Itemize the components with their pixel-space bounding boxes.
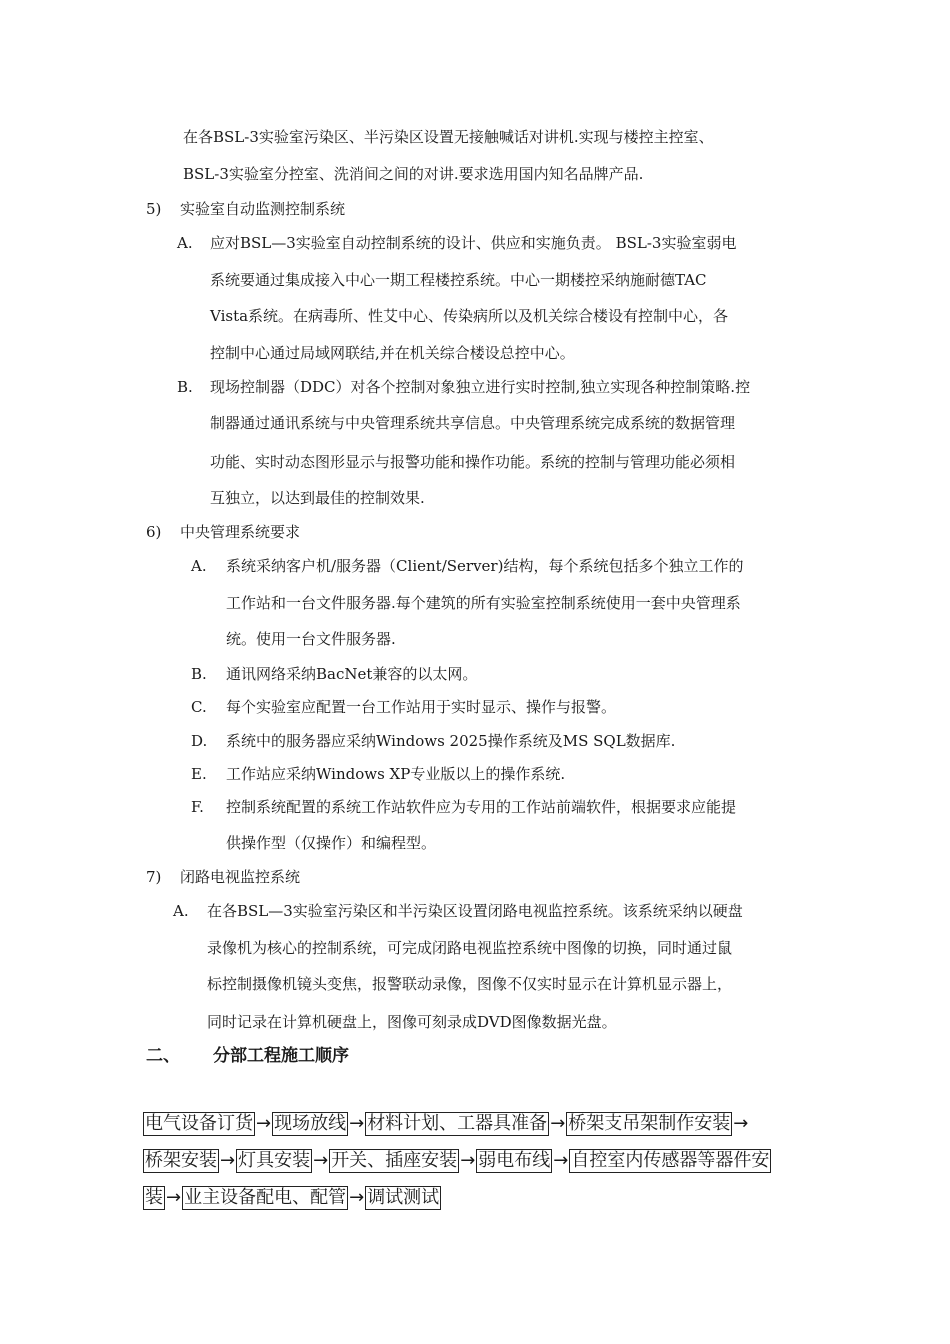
section7-number: 7) [146,868,162,886]
section7-item-a-line: 同时记录在计算机硬盘上，图像可刻录成DVD图像数据光盘。 [207,1013,617,1031]
flow-step: 灯具安装 [238,1150,311,1171]
section5-item-b-marker: B. [177,378,193,396]
flow-step: 桥架安装 [145,1150,217,1171]
arrow-icon: → [256,1113,272,1134]
flow-step: 材料计划、工器具准备 [367,1113,548,1134]
section5-item-b-line: 现场控制器（DDC）对各个控制对象独立进行实时控制,独立实现各种控制策略.控 [210,378,751,396]
section6-item-d-marker: D. [191,732,208,750]
part2-title: 分部工程施工顺序 [213,1046,349,1066]
section6-title: 中央管理系统要求 [180,523,301,541]
section6-item-e-line: 工作站应采纳Windows XP专业版以上的操作系统. [226,765,566,783]
section5-item-b-line: 功能、实时动态图形显示与报警功能和操作功能。系统的控制与管理功能必须相 [210,453,736,471]
arrow-icon: → [553,1150,569,1171]
flow-step: 现场放线 [274,1113,347,1134]
section5-number: 5) [146,200,162,218]
section6-item-c-marker: C. [191,698,207,716]
section5-item-a-line: Vista系统。在病毒所、性艾中心、传染病所以及机关综合楼设有控制中心，各 [210,307,729,325]
arrow-icon: → [349,1187,365,1208]
section6-item-a-line: 工作站和一台文件服务器.每个建筑的所有实验室控制系统使用一套中央管理系 [226,594,741,612]
section6-item-f-marker: F. [191,798,204,816]
section7-title: 闭路电视监控系统 [180,868,301,886]
section5-item-a-line: 控制中心通过局域网联结,并在机关综合楼设总控中心。 [210,344,575,362]
section5-title: 实验室自动监测控制系统 [180,200,346,218]
section5-item-a-marker: A. [177,234,193,252]
section6-item-b-marker: B. [191,665,207,683]
flow-row-1 [143,1111,749,1137]
arrow-icon: → [220,1150,236,1171]
section6-item-a-marker: A. [191,557,207,575]
section5-item-b-line: 互独立，以达到最佳的控制效果. [210,489,425,507]
arrow-icon: → [550,1113,566,1134]
section6-item-a-line: 系统采纳客户机/服务器（Client/Server)结构，每个系统包括多个独立工作的 [226,557,744,575]
section7-item-a-line: 标控制摄像机镜头变焦，报警联动录像，图像不仅实时显示在计算机显示器上， [207,975,733,993]
flow-row-2 [143,1148,771,1174]
section6-item-f-line: 供操作型（仅操作）和编程型。 [226,834,437,852]
section7-item-a-marker: A. [173,902,189,920]
section6-item-d-line: 系统中的服务器应采纳Windows 2025操作系统及MS SQL数据库. [226,732,676,750]
arrow-icon: → [460,1150,476,1171]
section6-item-c-line: 每个实验室应配置一台工作站用于实时显示、操作与报警。 [226,698,617,716]
section6-item-f-line: 控制系统配置的系统工作站软件应为专用的工作站前端软件，根据要求应能提 [226,798,737,816]
section7-item-a-line: 在各BSL—3实验室污染区和半污染区设置闭路电视监控系统。该系统采纳以硬盘 [207,902,743,920]
flow-step: 调试测试 [367,1187,440,1208]
flow-step: 自控室内传感器等器件安 [571,1150,770,1171]
flow-step: 装 [145,1187,163,1208]
arrow-icon: → [349,1113,365,1134]
intercom-line-1: 在各BSL-3实验室污染区、半污染区设置无接触喊话对讲机.实现与楼控主控室、 [183,128,714,146]
flow-row-3 [143,1185,441,1211]
flow-step: 业主设备配电、配管 [184,1187,347,1208]
arrow-icon: → [733,1113,749,1134]
section5-item-a-line: 系统要通过集成接入中心一期工程楼控系统。中心一期楼控采纳施耐德TAC [210,271,707,289]
section6-item-e-marker: E. [191,765,207,783]
flow-step: 电气设备订货 [145,1113,253,1134]
flow-step: 开关、插座安装 [331,1150,458,1171]
section5-item-b-line: 制器通过通讯系统与中央管理系统共享信息。中央管理系统完成系统的数据管理 [210,414,736,432]
arrow-icon: → [313,1150,329,1171]
part2-number: 二、 [146,1046,180,1066]
section6-item-a-line: 统。使用一台文件服务器. [226,630,396,648]
section7-item-a-line: 录像机为核心的控制系统，可完成闭路电视监控系统中图像的切换，同时通过鼠 [207,939,733,957]
section6-number: 6) [146,523,162,541]
section5-item-a-line: 应对BSL—3实验室自动控制系统的设计、供应和实施负责。 BSL-3实验室弱电 [210,234,737,252]
section6-item-b-line: 通讯网络采纳BacNet兼容的以太网。 [226,665,478,683]
flow-step: 桥架支吊架制作安装 [568,1113,731,1134]
arrow-icon: → [166,1187,182,1208]
intercom-line-2: BSL-3实验室分控室、洗消间之间的对讲.要求选用国内知名品牌产品. [183,165,644,183]
flow-step: 弱电布线 [478,1150,551,1171]
